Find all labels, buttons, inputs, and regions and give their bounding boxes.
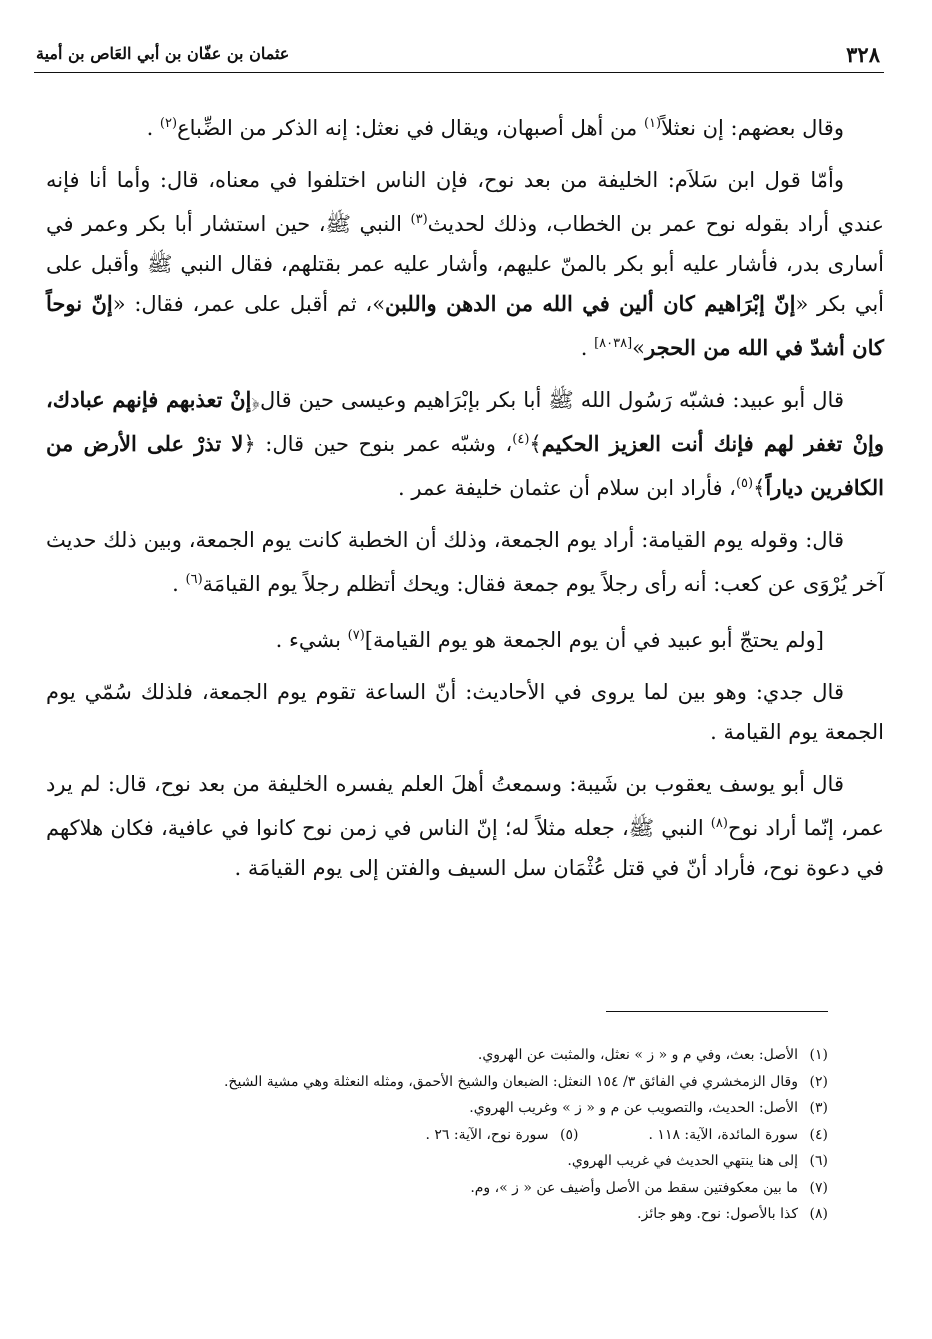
footnote-6 [46, 1148, 828, 1175]
footnote-divider [606, 1011, 828, 1012]
paragraph-7 [46, 764, 884, 888]
footnote-2 [46, 1069, 828, 1096]
footnote-8 [46, 1201, 828, 1228]
paragraph-3 [46, 380, 884, 508]
footnote-ref-4[interactable]: (٤) [512, 432, 530, 447]
footnote-ref-2[interactable]: (٢) [159, 116, 178, 131]
text-span: قال جدي: وهو بين لما يروى في الأحاديث: أنّ الساعة تقوم يوم الجمعة، فلذلك سُمّي يوم الجمعة يوم القيامة . [46, 680, 884, 744]
text-span: وأمّا قول ابن سَلاَم: الخليفة من بعد نوح، فإن الناس اختلفوا في معناه، قال: وأما أنا فإنه عندي أراد بقوله نوح عمر بن الخطاب، وذلك لحديث [46, 168, 884, 236]
footnote-ref-8[interactable]: (٨) [710, 816, 728, 831]
text-span: قال أبو يوسف يعقوب بن شَيبة: وسمعتُ أهلَ العلم يفسره الخليفة من بعد نوح، قال: لم يرد عمر، إنّما أراد نوح [46, 772, 884, 840]
footnote-7 [46, 1175, 828, 1202]
footnote-ref-1[interactable]: (١) [643, 116, 662, 131]
main-text [46, 104, 884, 900]
text-span: وقال بعضهم: إن نعثلاً [661, 116, 844, 140]
hadith-number: [٨٠٣٨] [594, 336, 633, 351]
text-span: النبي ﷺ، جعله مثلاً له؛ إنّ الناس في زمن نوح كانوا في عافية، فكان هلاكهم في دعوة نوح، فأراد أنّ في قتل عُثْمَان سل السيف والفتن إلى يوم القيامَة . [46, 816, 884, 880]
paragraph-5 [46, 616, 884, 660]
text-span: بشيء . [275, 628, 348, 652]
footnote-ref-6[interactable]: (٦) [185, 572, 203, 587]
footnote-text: الأصل: الحديث، والتصويب عن م و « ز » وغريب الهروي. [469, 1100, 798, 1116]
text-span: ، وشبّه عمر بنوح حين قال: ﴿ [243, 432, 513, 456]
footnote-number: (٤) [809, 1126, 828, 1143]
text-span: ، فأراد ابن سلام أن عثمان خليفة عمر . [398, 476, 736, 500]
footnotes [46, 1042, 828, 1228]
page-number: ٣٢٨ [846, 42, 880, 67]
text-span: [ولم يحتجّ أبو عبيد في أن يوم الجمعة هو يوم القيامة] [364, 628, 824, 652]
footnote-ref-5[interactable]: (٥) [735, 476, 754, 491]
footnote-text: وقال الزمخشري في الفائق ٣/ ١٥٤ النعثل: الضبعان والشيخ الأحمق، ومثله النعثلة وهي مشية الشيخ. [223, 1073, 798, 1090]
text-span: »، ثم أقبل على عمر، فقال: « [112, 292, 386, 316]
footnote-ref-7[interactable]: (٧) [347, 628, 365, 643]
paragraph-4 [46, 520, 884, 604]
paragraph-2 [46, 160, 884, 368]
text-span: . [172, 572, 186, 596]
hadith-quote-2: إنّ نوحاً كان أشدّ في الله من الحجر [46, 291, 884, 360]
paragraph-1 [46, 104, 884, 148]
footnote-text: سورة نوح، الآية: ٢٦ . [425, 1126, 549, 1143]
footnote-text: إلى هنا ينتهي الحديث في غريب الهروي. [567, 1153, 798, 1169]
quran-quote-2: لا تذرْ على الأرض من الكافرين دياراً [46, 431, 884, 500]
text-span: قال أبو عبيد: فشبّه رَسُول الله ﷺ أبا بكر بإبْرَاهيم وعيسى حين قال﴿ [251, 388, 844, 412]
text-span: النبي ﷺ، حين استشار أبا بكر وعمر في أسارى بدر، فأشار عليه أبو بكر بالمنّ عليهم، وأشار عليه عمر بقتلهم، فقال النبي ﷺ وأقبل على أبي بكر « [46, 212, 884, 316]
footnote-number: (٣) [809, 1100, 828, 1116]
footnote-1 [46, 1042, 828, 1069]
quran-quote-1: إنْ تعذبهم فإنهم عبادك، وإنْ تغفر لهم فإنك أنت العزيز الحكيم [46, 387, 884, 456]
paragraph-6 [46, 672, 884, 752]
page-header [34, 38, 884, 73]
footnote-3 [46, 1095, 828, 1122]
text-span: قال: وقوله يوم القيامة: أراد يوم الجمعة، وذلك أن الخطبة كانت يوم الجمعة، وبين ذلك حديث آخر يُرْوَى عن كعب: أنه رأى رجلاً يوم جمعة فقال: ويحك أتظلم رجلاً يوم القيامَة [46, 528, 884, 596]
text-span: من أهل أصبهان، ويقال في نعثل: إنه الذكر من الضِّباع [177, 116, 644, 140]
footnote-number: (٨) [809, 1206, 828, 1222]
footnote-text: كذا بالأصول: نوح. وهو جائز. [637, 1206, 798, 1222]
footnote-ref-3[interactable]: (٣) [410, 212, 428, 227]
footnote-number: (٢) [809, 1073, 828, 1090]
footnote-number: (٧) [809, 1179, 828, 1196]
hadith-quote-1: إنّ إبْرَاهيم كان ألين في الله من الدهن واللبن [385, 291, 796, 316]
footnote-text: الأصل: بعث، وفي م و « ز » نعثل، والمثبت عن الهروي. [477, 1047, 798, 1063]
text-span: ﴾ [529, 432, 542, 456]
footnote-number: (١) [809, 1047, 828, 1063]
footnote-4-5 [46, 1122, 828, 1149]
footnote-number: (٦) [809, 1153, 828, 1169]
footnote-text: ما بين معكوفتين سقط من الأصل وأضيف عن « ز »، وم. [470, 1179, 798, 1196]
text-span: » [632, 336, 646, 360]
footnote-number: (٥) [560, 1126, 579, 1143]
text-span: ﴾ [753, 476, 766, 500]
footnote-text: سورة المائدة، الآية: ١١٨ . [648, 1126, 798, 1143]
text-span: . [580, 336, 595, 360]
running-title: عثمان بن عفّان بن أبي العَاص بن أمية [36, 44, 290, 63]
text-span: . [146, 116, 160, 140]
